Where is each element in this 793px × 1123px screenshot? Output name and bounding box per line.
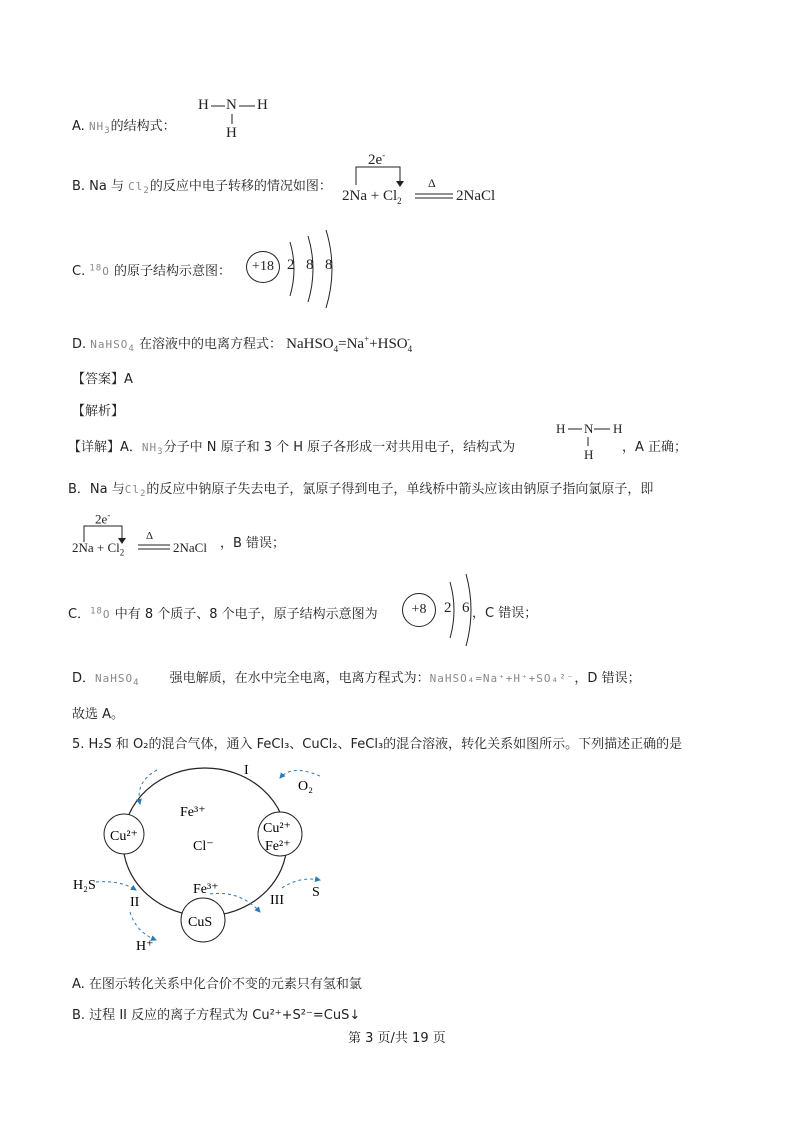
option-b: B. Na 与 $Cl_2$的反应中电子转移的情况如图： [72,179,332,197]
label-fe3-top: Fe³⁺ [180,805,206,820]
arrow-bridge [350,163,410,189]
label-ii: II [130,895,140,910]
label-iii: III [270,893,284,908]
label-fe2-right: Fe²⁺ [265,839,291,854]
answer-value: A [124,372,133,387]
label-o2: O₂ [298,779,313,794]
reaction-equals [415,192,455,200]
choice-a: A. 在图示转化关系中化合价不变的元素只有氢和氯 [72,977,362,992]
option-letter: A. [72,119,85,134]
label-cl: Cl⁻ [193,839,214,854]
electron-shells [282,228,342,310]
conclusion: 故选 A。 [72,707,125,722]
label-i: I [244,763,249,778]
label-fe3-bottom: Fe³⁺ [193,882,219,897]
label-cu2-right: Cu²⁺ [263,821,291,836]
choice-b: B. 过程 II 反应的离子方程式为 Cu²⁺+S²⁻=CuS↓ [72,1008,361,1023]
label-h2s: H₂S [73,878,96,893]
option-a [72,115,176,136]
answer-label: 【答案】 [72,372,125,387]
ionization-equation: $NaHSO_4=Na^++HSO_4^-$ [286,334,413,354]
conversion-diagram [60,752,360,962]
label-h: H⁺ [136,939,154,954]
detail-a-verdict: ，A 正确； [622,440,688,455]
detail-d: D．NaHSO$_4$ 强电解质，在水中完全电离，电离方程式为：NaHSO₄=Na⁺+H⁺+SO₄²⁻，D 错误； [72,671,641,689]
bond-lines [205,100,265,130]
label-s: S [312,885,320,900]
option-text: 的结构式： [110,119,176,134]
detail-b-verdict: ，B 错误； [220,536,286,551]
formula-nh3: $NH_3$ [88,120,111,137]
option-d: D. NaHSO$_4$ 在溶液中的电离方程式： $NaHSO_4=Na^++HSO_4^-$ [72,334,413,355]
question-5: 5. H₂S 和 O₂的混合气体，通入 FeCl₃、CuCl₂、FeCl₃的混合溶液，转化关系如图所示。下列描述正确的是 [72,737,683,752]
label-cu2: Cu²⁺ [110,829,138,844]
label-cus: CuS [188,915,213,930]
detail-a: 【详解】A．$NH_3$分子中 N 原子和 3 个 H 原子各形成一对共用电子，结构式为 [68,440,516,458]
option-c: C. $^{18}$O 的原子结构示意图： [72,263,231,279]
detail-b: B．Na 与$Cl_2$的反应中钠原子失去电子，氯原子得到电子，单线桥中箭头应该由钠原子指向氯原子，即 [68,482,654,500]
analysis-label: 【解析】 [72,404,125,419]
detail-c: C．$^{18}$O 中有 8 个质子、8 个电子，原子结构示意图为 [68,606,378,622]
answer-line [72,368,133,387]
page-footer: 第 3 页/共 19 页 [348,1031,446,1046]
